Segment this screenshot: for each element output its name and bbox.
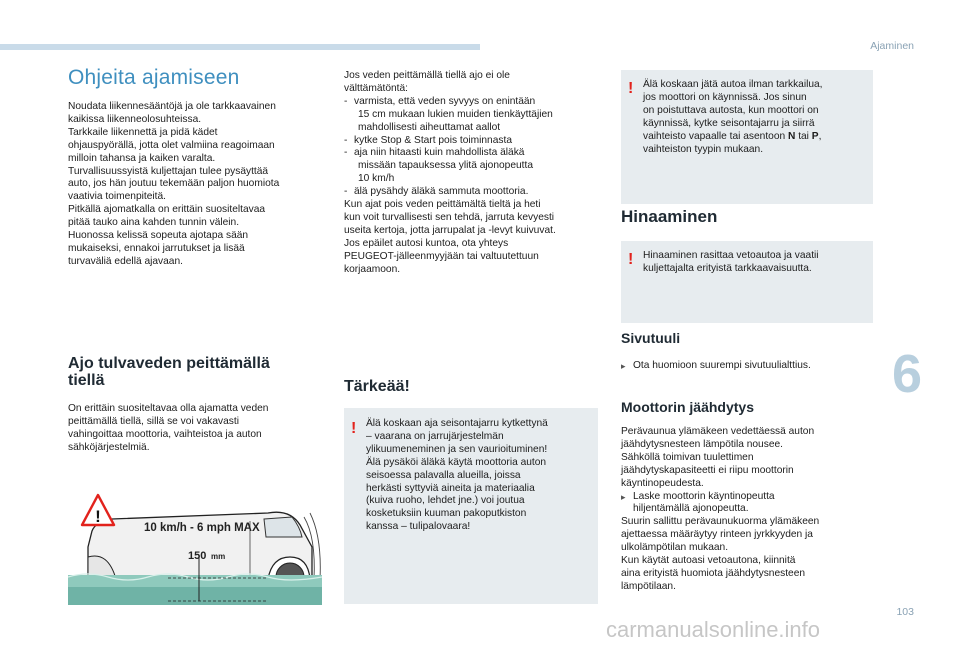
warning-line: seisoessa palavalla alueilla, joissa: [366, 469, 521, 481]
flood-heading-line: tiellä: [68, 372, 105, 389]
warning-line: ylikuumeneminen ja sen vaurioituminen!: [366, 443, 548, 455]
depth-unit-label: mm: [211, 552, 226, 561]
chapter-number-tab: 6: [888, 342, 960, 406]
cooling-list: [621, 491, 873, 517]
warning-text: [366, 418, 592, 534]
intro-line: Pitkällä ajomatkalla on erittäin suositeltavaa: [68, 204, 266, 216]
list-item-line: - aja niin hitaasti kuin mahdollista äläkä: [354, 147, 525, 159]
cooling-line: aina erityistä huomiota jäähdytysnesteen: [621, 567, 806, 579]
flood-paragraph: [68, 403, 330, 455]
after-line: kun voit turvallisesti sen tehdä, jarruta kevyesti: [344, 211, 555, 223]
warning-exclamation-icon: !: [628, 251, 634, 268]
flood-line: vahingoittaa moottoria, vaihteistoa ja auton: [68, 428, 262, 440]
warning-triangle-mark: !: [95, 507, 101, 526]
cooling-paragraph: [621, 426, 873, 594]
intro-line: Huonossa kelissä sopeuta ajotapa sään: [68, 230, 249, 242]
warning-exclamation-icon: !: [628, 80, 634, 97]
list-item-line: ▸ Laske moottorin käyntinopeutta: [633, 490, 775, 502]
warning-line: Hinaaminen rasittaa vetoautoa ja vaatii: [643, 250, 819, 261]
flood-line: sähköjärjestelmiä.: [68, 441, 150, 453]
side-wind-heading: Sivutuuli: [621, 330, 681, 346]
gear-n-label: N: [788, 130, 796, 142]
warning-line: herkästi syttyviä aineita ja materiaalia: [366, 482, 535, 494]
list-item-line: - varmista, että veden syvyys on enintään: [354, 95, 536, 107]
list-item-line: hiljentämällä ajonopeutta.: [633, 503, 749, 515]
cooling-line: jäähdytysnesteen lämpötila nousee.: [621, 438, 783, 450]
list-item: [344, 147, 606, 186]
list-item: [344, 96, 606, 135]
intro-line: auto, jos hän joutuu tekemään paljon huomiota: [68, 178, 280, 190]
warning-line: Älä koskaan aja seisontajarru kytkettynä: [366, 418, 548, 429]
flood-heading-line: Ajo tulvaveden peittämällä: [68, 355, 270, 372]
warning-line: Älä pysäköi äläkä käytä moottoria auton: [366, 456, 547, 468]
lead-line: välttämätöntä:: [344, 82, 408, 94]
warning-line: jos moottori on käynnissä. Jos sinun: [643, 91, 807, 103]
intro-line: Noudata liikennesääntöjä ja ole tarkkaavainen: [68, 101, 276, 112]
cooling-line: käyntinopeudesta.: [621, 477, 704, 489]
important-heading: Tärkeää!: [344, 378, 410, 395]
list-item: ▸ Ota huomioon suurempi sivutuulialttius.: [621, 360, 873, 373]
page-title: Ohjeita ajamiseen: [68, 66, 240, 89]
warning-line-gears: [643, 131, 869, 144]
lead-line: Jos veden peittämällä tiellä ajo ei ole: [344, 70, 510, 81]
towing-heading: Hinaaminen: [621, 207, 718, 226]
intro-line: ohjauspyörällä, jotta olet valmiina reagoimaan: [68, 139, 275, 151]
warning-line: – vaarana on jarrujärjestelmän: [366, 430, 504, 442]
side-wind-paragraph: [621, 360, 873, 373]
flood-line: On erittäin suositeltavaa olla ajamatta veden: [68, 403, 269, 414]
after-line: Jos epäilet autosi kuntoa, ota yhteys: [344, 237, 509, 249]
cooling-line: lämpötilaan.: [621, 580, 676, 592]
gear-p-label: P: [811, 130, 819, 142]
list-item-line: mahdollisesti aiheuttamat aallot: [358, 121, 501, 133]
warning-line: vaihteiston tyypin mukaan.: [643, 143, 764, 155]
list-item-line: missään tapauksessa ylitä ajonopeutta: [358, 160, 533, 172]
warning-line: kosketuksiin kuuman pakoputkiston: [366, 508, 527, 520]
cooling-line: ajettaessa määräytyy rinteen jyrkkyyden ja: [621, 529, 813, 541]
warning-line-part: ,: [818, 130, 822, 142]
list-item-line: - älä pysähdy äläkä sammuta moottoria.: [354, 186, 529, 198]
warning-line: Älä koskaan jätä autoa ilman tarkkailua,: [643, 79, 823, 90]
water-body: [68, 587, 322, 605]
list-item-line: 15 cm mukaan lukien muiden tienkäyttäjien: [358, 108, 553, 120]
after-line: korjaamoon.: [344, 263, 401, 275]
flood-driving-illustration: [68, 487, 322, 605]
warning-box-towing: [621, 241, 873, 323]
list-item: [344, 135, 606, 148]
warning-line: käynnissä, kytke seisontajarru ja siirrä: [643, 117, 815, 129]
chapter-name: Ajaminen: [870, 40, 914, 52]
intro-line: pitää tauko aina kahden tunnin välein.: [68, 217, 240, 229]
intro-line: mukaiseksi, ennakoi jarrutukset ja lisää: [68, 242, 245, 254]
warning-exclamation-icon: !: [351, 420, 357, 437]
speed-limit-label: 10 km/h - 6 mph MAX: [144, 522, 260, 534]
warning-line-part: vaihteisto vapaalle tai asentoon: [643, 130, 788, 142]
cooling-line: ulkolämpötilan mukaan.: [621, 542, 729, 554]
side-wind-list: [621, 360, 873, 373]
flood-advice-list: [344, 96, 606, 199]
list-item-line: - kytke Stop & Start pois toiminnasta: [354, 134, 512, 146]
intro-paragraph: [68, 101, 330, 269]
warning-line: kanssa – tulipalovaara!: [366, 521, 471, 533]
list-item: [344, 186, 606, 199]
warning-line: on poistuttava autosta, kun moottori on: [643, 104, 819, 116]
intro-line: Tarkkaile liikennettä ja pidä kädet: [68, 126, 218, 138]
flood-line: peittämällä tiellä, sillä se voi vakavasti: [68, 415, 239, 427]
warning-line-part: tai: [795, 130, 812, 142]
intro-line: milloin tahansa ja kaiken varalta.: [68, 152, 216, 164]
cooling-line: Suurin sallittu perävaunukuorma ylämäkeen: [621, 516, 820, 528]
header-accent-bar: [0, 44, 480, 50]
page-number: 103: [896, 606, 914, 618]
warning-box-unattended: [621, 70, 873, 204]
after-line: Kun ajat pois veden peittämältä tieltä ja heti: [344, 199, 541, 211]
intro-line: kaikissa liikenneolosuhteissa.: [68, 113, 202, 125]
warning-text: [643, 79, 869, 156]
warning-line: (kuiva ruoho, lehdet jne.) voi joutua: [366, 495, 525, 507]
cooling-line: Perävaunua ylämäkeen vedettäessä auton: [621, 426, 815, 437]
list-item: [621, 491, 873, 517]
cooling-heading: Moottorin jäähdytys: [621, 399, 755, 415]
cooling-line: Kun käytät autoasi vetoautona, kiinnitä: [621, 555, 796, 567]
cooling-line: jäähdytyskapasiteetti ei riipu moottorin: [621, 464, 794, 476]
warning-box-parking-brake: [344, 408, 598, 604]
flood-advice-block: [344, 70, 606, 277]
flood-heading: [68, 355, 330, 389]
depth-value-label: 150: [188, 550, 207, 562]
intro-line: turvaväliä edellä ajavaan.: [68, 255, 183, 267]
after-line: PEUGEOT-jälleenmyyjään tai valtuutettuun: [344, 250, 539, 262]
cooling-line: Sähköllä toimivan tuulettimen: [621, 451, 754, 463]
warning-text: [643, 250, 869, 276]
site-watermark: carmanualsonline.info: [606, 617, 821, 642]
list-item-line: 10 km/h: [358, 173, 395, 185]
after-line: useita kertoja, jotta jarrupalat ja -levyt kuivuvat.: [344, 224, 556, 236]
warning-line: kuljettajalta erityistä tarkkaavaisuutta.: [643, 262, 812, 274]
intro-line: vaativia toimenpiteitä.: [68, 191, 166, 203]
intro-line: Turvallisuussyistä kuljettajan tulee pysäyttää: [68, 165, 269, 177]
